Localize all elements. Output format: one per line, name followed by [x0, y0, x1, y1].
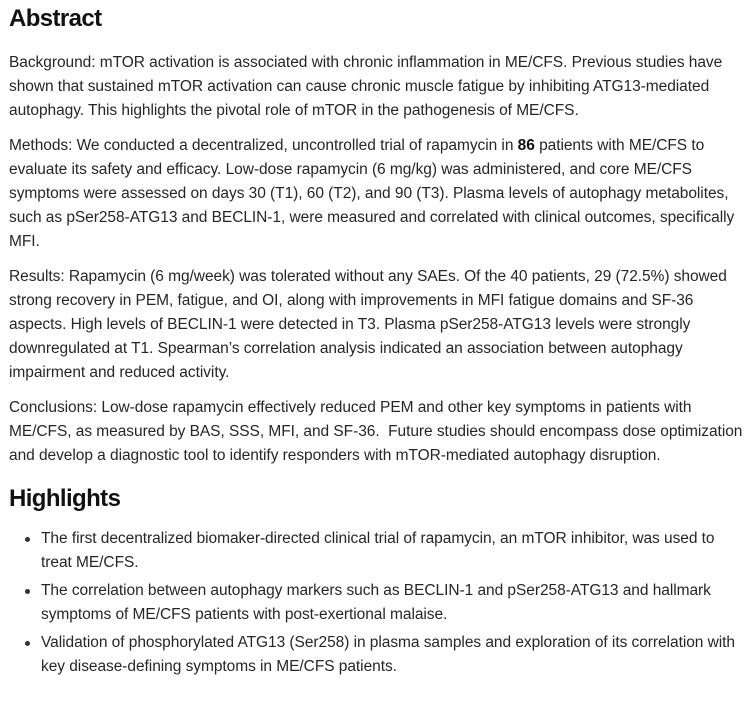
methods-text-after: patients with ME/CFS to evaluate its safety and efficacy. Low-dose rapamycin (6 mg/kg) was administered, and core ME/CFS symptoms were assessed on days 30 (T1), 60 (T2), and 90 (T3). Plasma levels of autophagy metabolites, such as pSer258-ATG13 and BECLIN-1, were measured and correlated with clinical outcomes, specifically MFI.: [9, 137, 735, 250]
highlight-text: Validation of phosphorylated ATG13 (Ser258) in plasma samples and exploration of its correlation with key disease-defining symptoms in ME/CFS patients.: [41, 634, 735, 675]
bullet-icon: [25, 589, 30, 594]
methods-paragraph: [9, 134, 749, 254]
highlight-text: The first decentralized biomaker-directed clinical trial of rapamycin, an mTOR inhibitor, was used to treat ME/CFS.: [41, 530, 715, 571]
highlight-item: [41, 631, 749, 679]
methods-text-before: Methods: We conducted a decentralized, uncontrolled trial of rapamycin in: [9, 137, 518, 154]
patient-count: 86: [517, 137, 535, 154]
bullet-icon: [25, 537, 30, 542]
highlight-item: [41, 527, 749, 575]
results-paragraph: Results: Rapamycin (6 mg/week) was tolerated without any SAEs. Of the 40 patients, 29 (72.5%) showed strong recovery in PEM, fatigue, and OI, along with improvements in MFI fatigue domains and SF-36 aspects. High levels of BECLIN-1 were detected in T3. Plasma pSer258-ATG13 levels were strongly downregulated at T1. Spearman’s correlation analysis indicated an association between autophagy impairment and reduced activity.: [9, 268, 727, 381]
highlights-list: [9, 527, 749, 679]
highlight-text: The correlation between autophagy markers such as BECLIN-1 and pSer258-ATG13 and hallmark symptoms of ME/CFS patients with post-exertional malaise.: [41, 582, 711, 623]
conclusions-paragraph: Conclusions: Low-dose rapamycin effectively reduced PEM and other key symptoms in patients with ME/CFS, as measured by BAS, SSS, MFI, and SF-36. Future studies should encompass dose optimization and develop a diagnostic tool to identify responders with mTOR-mediated autophagy disruption.: [9, 399, 747, 464]
abstract-heading: Abstract: [9, 5, 102, 32]
highlights-heading: Highlights: [9, 485, 121, 512]
highlight-item: [41, 579, 749, 627]
bullet-icon: [25, 641, 30, 646]
background-paragraph: Background: mTOR activation is associated with chronic inflammation in ME/CFS. Previous studies have shown that sustained mTOR activation can cause chronic muscle fatigue by inhibiting ATG13-mediated autophagy. This highlights the pivotal role of mTOR in the pathogenesis of ME/CFS.: [9, 54, 723, 119]
